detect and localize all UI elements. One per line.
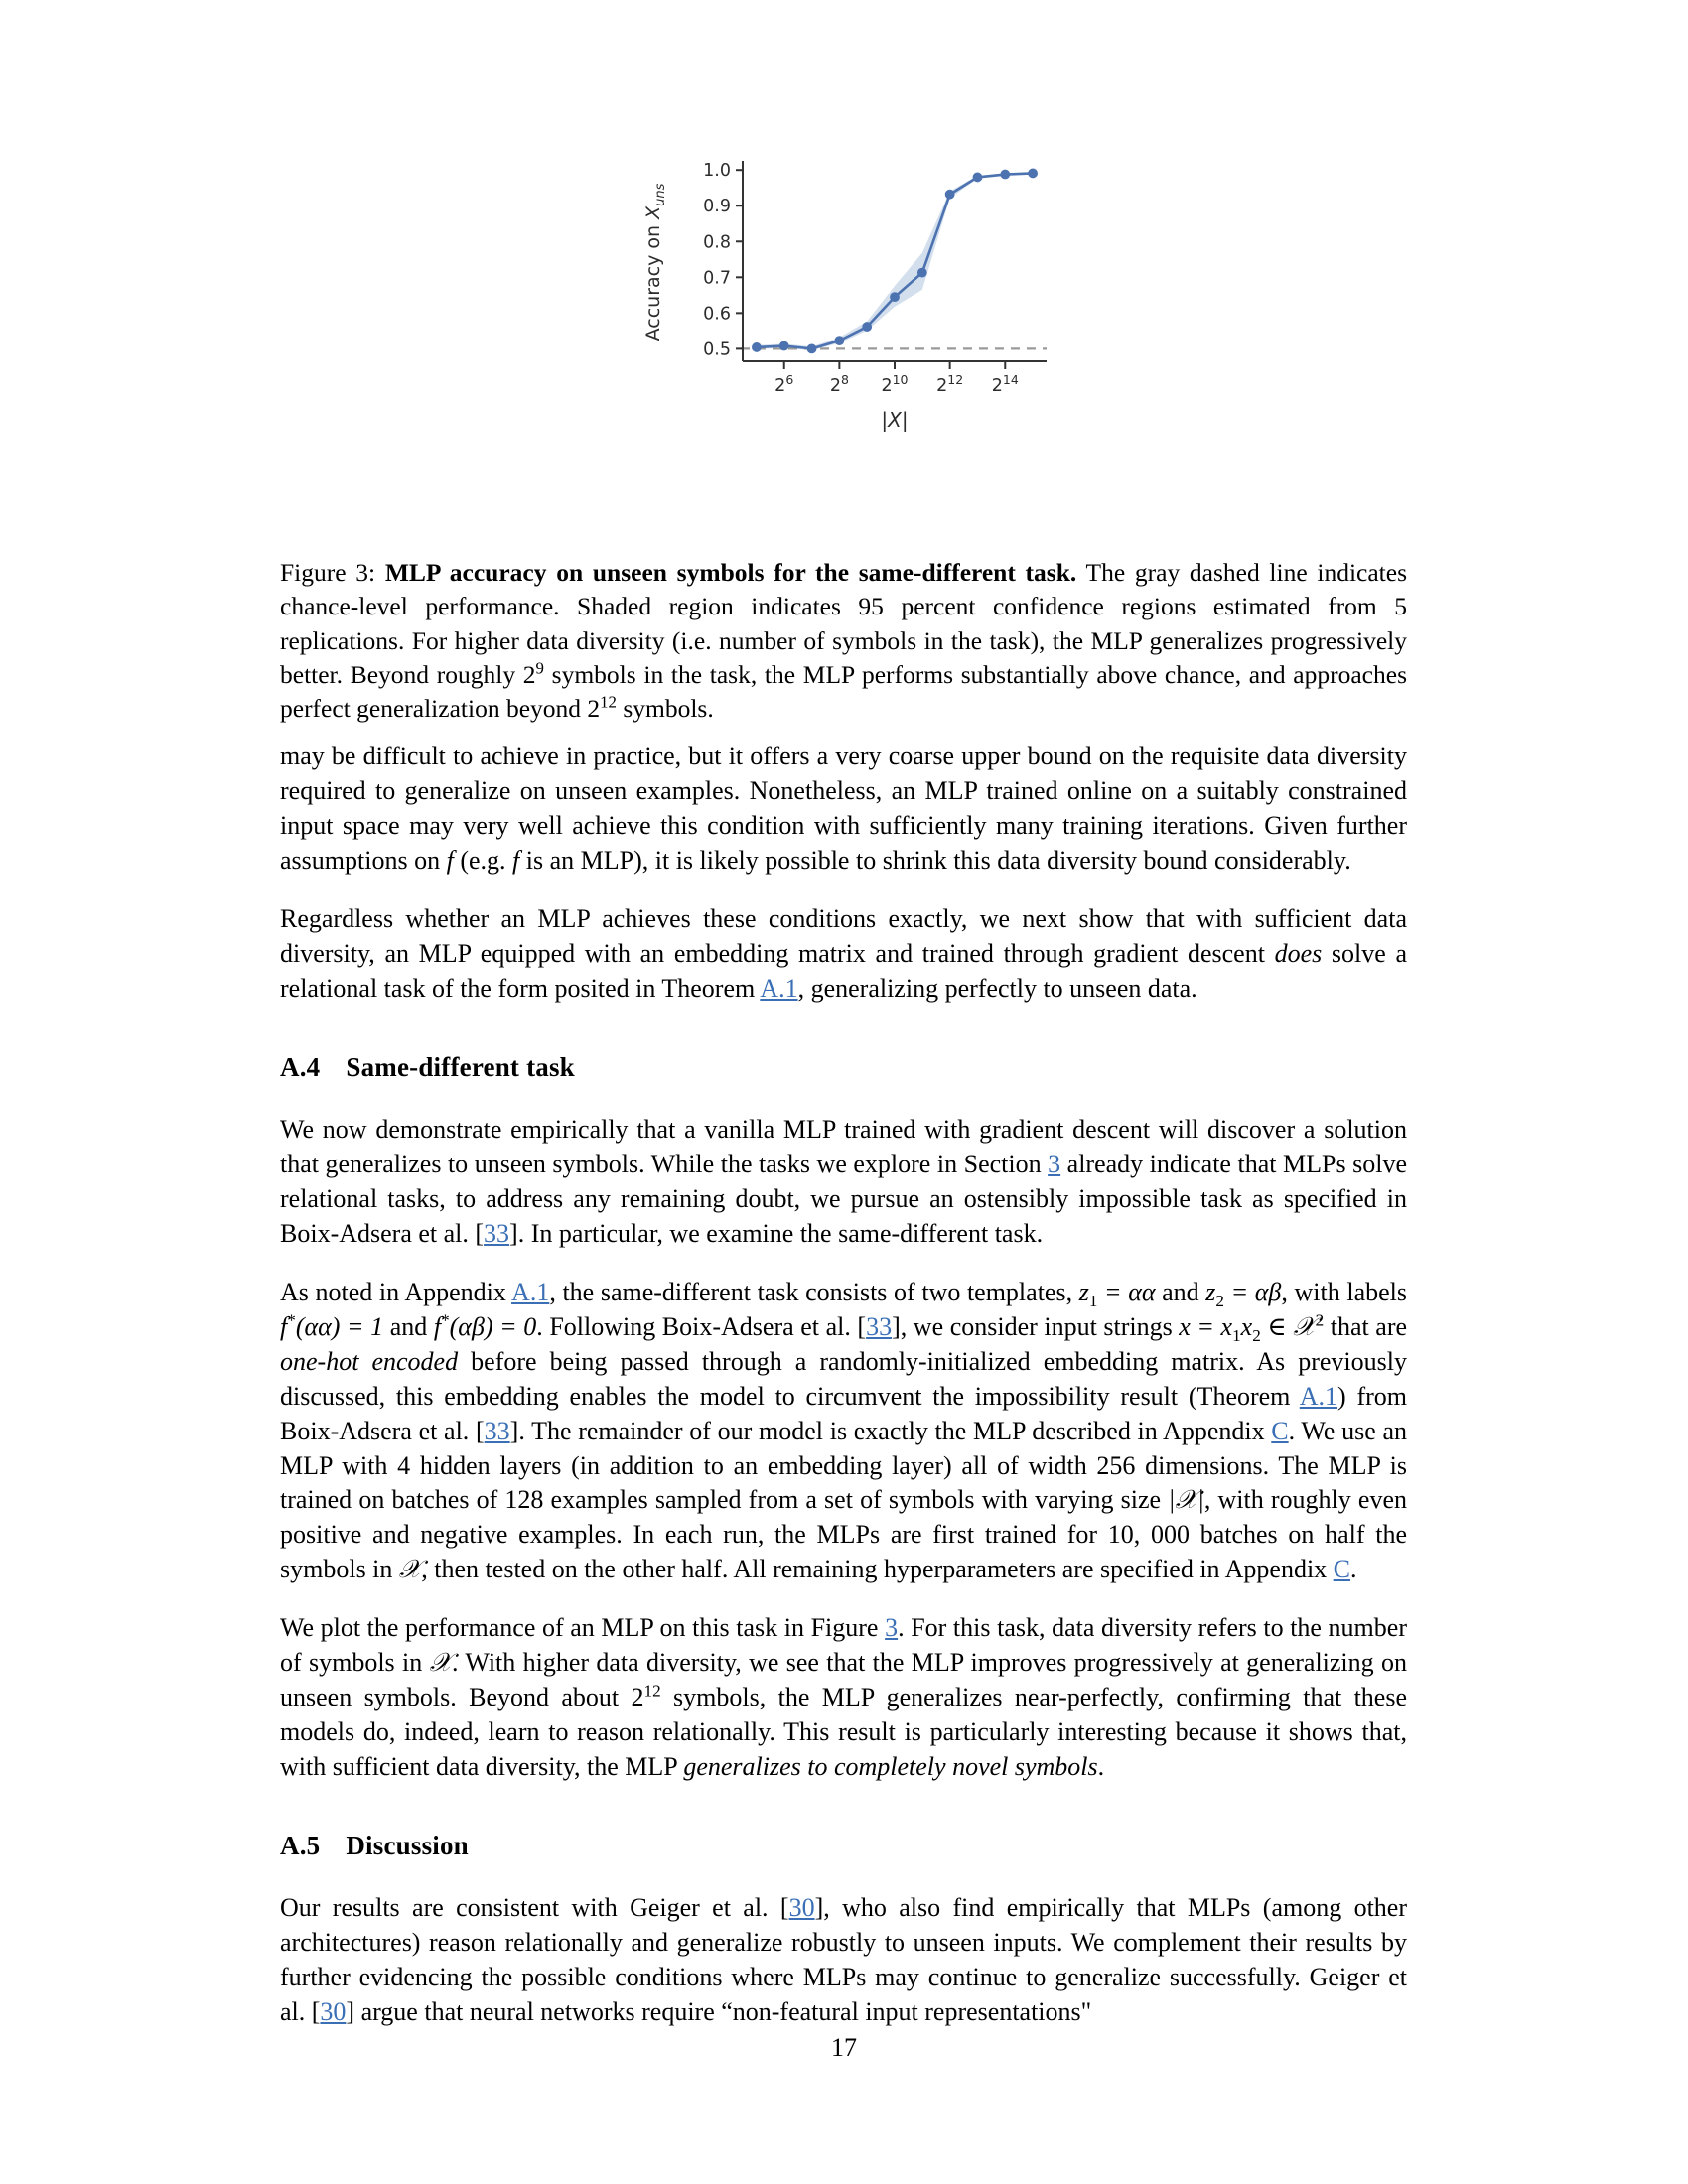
figure-caption-text-3: symbols.: [616, 694, 714, 724]
figure-caption-title: MLP accuracy on unseen symbols for the same-different task.: [384, 558, 1077, 587]
link-appendix-a1-b[interactable]: A.1: [511, 1277, 550, 1306]
p5-text-c: . With higher data diversity, we see that the MLP improves progressively at generalizing on unseen symbols. Beyond about 2: [280, 1648, 1407, 1712]
p1-text-a: may be difficult to achieve in practice, but it offers a very coarse upper bound on the requisite data diversity required to generalize on unseen examples. Nonetheless, an MLP trained online on a suitably constrained input space may very well achieve this condition with sufficiently many training iterations. Given further assumptions on: [280, 742, 1407, 875]
p4-text-g: ], we consider input strings: [892, 1311, 1180, 1341]
x-axis-tick-label: $2^6$: [774, 372, 794, 396]
p4-math-f2: f: [433, 1311, 442, 1341]
p4-text-n: , then tested on the other half. All remaining hyperparameters are specified in Appendix: [421, 1555, 1334, 1584]
p4-math-x: x: [1179, 1311, 1191, 1341]
x-axis-tick-label: $2^{12}$: [936, 372, 964, 396]
p4-math-in: ∈: [1260, 1311, 1294, 1341]
p5-emphasis-novel: generalizes to completely novel symbols: [683, 1752, 1098, 1782]
data-point-marker: [1029, 169, 1038, 178]
paragraph-4: [280, 1276, 1407, 1588]
section-a5-title: Discussion: [346, 1831, 469, 1861]
p5-exponent: 12: [643, 1681, 661, 1701]
link-figure-3[interactable]: 3: [885, 1613, 899, 1643]
paragraph-6: [280, 1891, 1407, 2030]
paragraph-3: [280, 1113, 1407, 1252]
y-axis-tick-label: 0.6: [703, 304, 731, 325]
p4-text-c: and: [1155, 1277, 1206, 1306]
y-axis-tick-label: 0.9: [703, 197, 731, 217]
link-appendix-c-a[interactable]: C: [1271, 1416, 1289, 1445]
p4-math-abs-cal-x: |𝒳|: [1168, 1485, 1204, 1515]
link-ref-33-c[interactable]: 33: [484, 1416, 510, 1445]
p4-text-e: and: [383, 1311, 434, 1341]
paragraph-2: [280, 902, 1407, 1007]
p4-text-m: , with roughly even positive and negative examples. In each run, the MLPs are first trained for 10, 000 batches on half the symbols in: [280, 1485, 1408, 1584]
y-axis-tick-label: 0.5: [703, 340, 731, 360]
p5-math-cal-x: 𝒳: [429, 1648, 452, 1678]
x-axis-tick-label: $2^8$: [829, 372, 849, 396]
link-ref-33-a[interactable]: 33: [484, 1218, 510, 1248]
y-axis-tick-label: 0.8: [703, 232, 731, 253]
p4-text-i: before being passed through a randomly-initialized embedding matrix. As previously discussed, this embedding enables the model to circumvent the impossibility result (Theorem: [280, 1346, 1407, 1411]
p1-math-f2: f: [512, 845, 520, 875]
p6-text-b: ], who also find empirically that MLPs (among other architectures) reason relationally and generalize robustly to unseen inputs. We complement their results by further evidencing the possible conditions where MLPs may continue to generalize successfully. Geiger et al. [: [280, 1893, 1407, 2027]
p1-text-c: is an MLP), it is likely possible to shrink this data diversity bound considerably.: [519, 845, 1351, 875]
p4-math-z2: z: [1205, 1277, 1216, 1306]
p2-text-a: Regardless whether an MLP achieves these conditions exactly, we next show that with sufficient data diversity, an MLP equipped with an embedding matrix and trained through gradient descent: [280, 903, 1407, 968]
figure-caption-text-1: The gray dashed line indicates chance-level performance. Shaded region indicates 95 percent confidence regions estimated from 5 replications. For higher data diversity (i.e. number of symbols in the task), the MLP generalizes progressively better. Beyond roughly 2: [280, 558, 1407, 689]
accuracy-line: [757, 173, 1033, 348]
p4-math-f2-star: *: [441, 1309, 450, 1329]
figure-caption-text-2: symbols in the task, the MLP performs substantially above chance, and approaches perfect generalization beyond 2: [280, 659, 1407, 724]
figure-caption: [280, 556, 1407, 726]
p4-math-x-rest: = x: [1190, 1311, 1233, 1341]
y-axis-tick-label: 0.7: [703, 268, 731, 289]
link-ref-30-b[interactable]: 30: [320, 1997, 347, 2027]
p4-math-z2-sub: 2: [1215, 1291, 1224, 1310]
p5-text-e: .: [1097, 1752, 1105, 1782]
p3-text-c: ]. In particular, we examine the same-different task.: [509, 1218, 1044, 1248]
p4-math-z1: z: [1078, 1277, 1089, 1306]
x-axis-tick-label: $2^{10}$: [881, 372, 909, 396]
figure-3: [0, 149, 1688, 477]
section-heading-a5: [280, 1831, 1407, 1861]
x-axis-tick-label: $2^{14}$: [991, 372, 1019, 396]
y-axis-tick-label: 1.0: [703, 161, 731, 182]
p4-math-cal-x-2: 𝒳: [398, 1555, 422, 1584]
p4-text-a: As noted in Appendix: [280, 1277, 512, 1306]
p4-text-k: ]. The remainder of our model is exactly the MLP described in Appendix: [509, 1416, 1272, 1445]
data-point-marker: [973, 173, 982, 182]
link-ref-33-b[interactable]: 33: [866, 1311, 893, 1341]
data-point-marker: [779, 341, 788, 350]
p4-math-x-mid: x: [1240, 1311, 1253, 1341]
p4-math-z1-sub: 1: [1088, 1291, 1098, 1310]
p4-text-h: that are: [1324, 1311, 1408, 1341]
p3-text-a: We now demonstrate empirically that a vanilla MLP trained with gradient descent will discover a solution that generalizes to unseen symbols. While the tasks we explore in Section: [280, 1114, 1407, 1178]
p4-emphasis-onehot: one-hot encoded: [280, 1346, 459, 1376]
link-appendix-c-b[interactable]: C: [1333, 1555, 1351, 1584]
paragraph-1: [280, 740, 1407, 879]
data-point-marker: [807, 344, 816, 353]
accuracy-line-chart: [626, 149, 1062, 477]
p4-math-z2-rest: = αβ: [1224, 1277, 1282, 1306]
data-point-marker: [835, 337, 844, 345]
data-point-marker: [945, 190, 954, 199]
chart-container: [626, 149, 1062, 477]
p4-math-z1-rest: = αα: [1097, 1277, 1156, 1306]
p4-math-f2-rest: (αβ) = 0: [449, 1311, 537, 1341]
link-theorem-a1[interactable]: A.1: [760, 973, 798, 1003]
p4-text-o: .: [1350, 1555, 1357, 1584]
figure-caption-exponent-2: 12: [600, 692, 617, 712]
p6-text-a: Our results are consistent with Geiger et al. [: [280, 1893, 789, 1923]
p4-math-f1-rest: (αα) = 1: [295, 1311, 384, 1341]
data-point-marker: [917, 268, 926, 277]
link-ref-30-a[interactable]: 30: [788, 1893, 815, 1923]
p4-text-b: , the same-different task consists of two templates,: [549, 1277, 1079, 1306]
p4-math-f1-star: *: [287, 1309, 296, 1329]
p4-math-cal-x: 𝒳: [1293, 1311, 1316, 1341]
link-theorem-a1-c[interactable]: A.1: [1299, 1381, 1338, 1411]
p1-math-f1: f: [446, 845, 454, 875]
page-number: 17: [831, 2033, 857, 2062]
p2-text-c: , generalizing perfectly to unseen data.: [797, 973, 1197, 1003]
p4-text-j: ) from Boix-Adsera et al. [: [280, 1381, 1407, 1445]
link-section-3[interactable]: 3: [1048, 1149, 1061, 1178]
section-a4-number: A.4: [280, 1051, 321, 1082]
figure-caption-exponent-1: 9: [535, 658, 544, 678]
data-point-marker: [1001, 170, 1010, 179]
p4-text-l: . We use an MLP with 4 hidden layers (in addition to an embedding layer) all of width 256 dimensions. The MLP is trained on batches of 128 examples sampled from a set of symbols with varying size: [280, 1416, 1407, 1515]
p3-text-b: already indicate that MLPs solve relational tasks, to address any remaining doubt, we pursue an ostensibly impossible task as specified in Boix-Adsera et al. [: [280, 1149, 1407, 1248]
data-point-marker: [891, 293, 900, 302]
data-point-marker: [863, 323, 872, 332]
section-a4-title: Same-different task: [346, 1051, 575, 1082]
p6-text-c: ] argue that neural networks require “non-featural input representations": [346, 1997, 1092, 2027]
data-point-marker: [753, 343, 762, 352]
paragraph-5: [280, 1611, 1407, 1785]
confidence-band: [757, 173, 1033, 350]
p1-text-b: (e.g.: [453, 845, 513, 875]
p4-math-x-sub2: 2: [1252, 1325, 1261, 1345]
figure-label: Figure 3:: [280, 558, 376, 587]
y-axis-label: Accuracy on $X_{uns}$: [642, 183, 668, 341]
section-heading-a4: [280, 1052, 1407, 1083]
section-a5-number: A.5: [280, 1831, 321, 1861]
p5-text-d: symbols, the MLP generalizes near-perfectly, confirming that these models do, indeed, learn to reason relationally. This result is particularly interesting because it shows that, with sufficient data diversity, the MLP: [280, 1683, 1408, 1782]
body-column: [280, 740, 1407, 2054]
p4-math-x-sub1: 1: [1232, 1325, 1241, 1345]
x-axis-label: |X|: [881, 408, 909, 432]
p2-text-b: solve a relational task of the form posited in Theorem: [280, 938, 1407, 1003]
p2-emphasis-does: does: [1274, 938, 1323, 968]
p4-math-cal-x-sup: 2: [1315, 1309, 1325, 1329]
p4-text-f: . Following Boix-Adsera et al. [: [536, 1311, 867, 1341]
p4-text-d: , with labels: [1281, 1277, 1408, 1306]
p4-math-f1: f: [280, 1311, 288, 1341]
p5-text-a: We plot the performance of an MLP on this task in Figure: [280, 1613, 886, 1643]
p5-text-b: . For this task, data diversity refers to the number of symbols in: [280, 1613, 1407, 1678]
